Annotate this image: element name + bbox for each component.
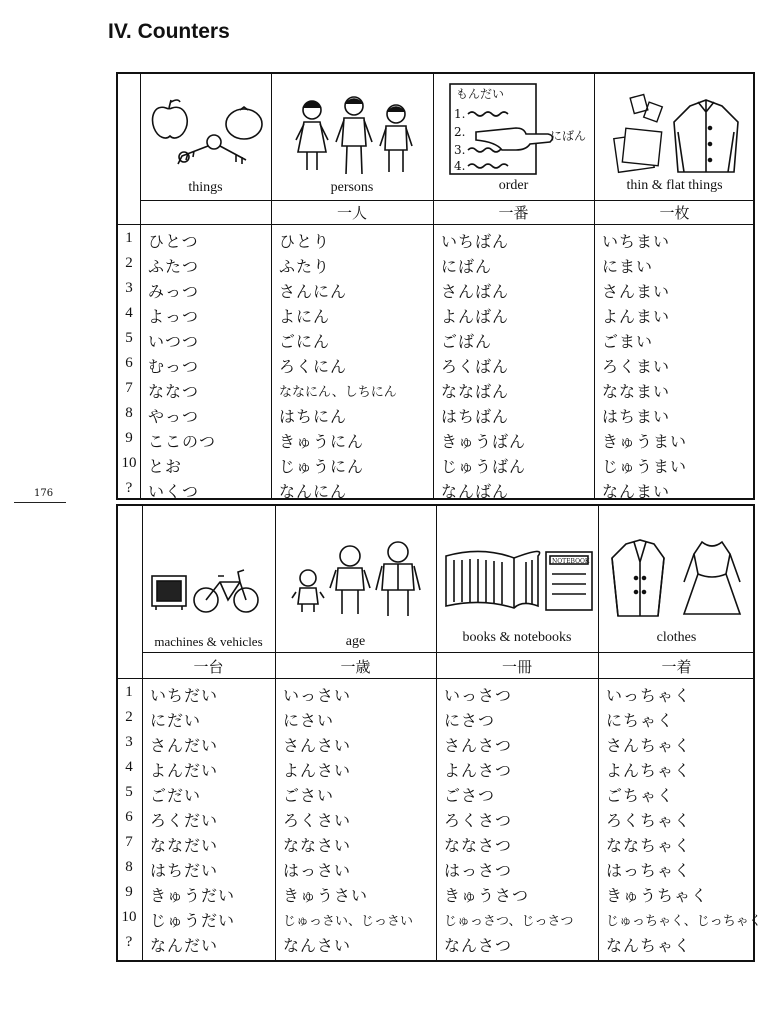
- table-cell: にさつ: [444, 711, 496, 730]
- table-cell: じゅっさい、じっさい: [283, 914, 414, 929]
- row-number: 10: [121, 455, 137, 471]
- table-cell: よんまい: [602, 307, 671, 326]
- row-number: 9: [125, 430, 133, 446]
- table-cell: ごにん: [279, 332, 331, 351]
- table-cell: さんだい: [150, 736, 219, 755]
- girl-icon: [296, 101, 328, 170]
- counter-thin-flat: 一枚: [659, 204, 690, 222]
- clothes-illustration: [608, 538, 748, 618]
- table-cell: きゅうばん: [441, 432, 527, 451]
- page-title: IV. Counters: [108, 20, 230, 43]
- notebook-icon: [546, 552, 592, 610]
- worksheet-item-1: 1.: [454, 107, 466, 121]
- table-cell: ななさつ: [444, 836, 513, 855]
- table-cell: ごだい: [150, 786, 202, 805]
- row-number: 10: [121, 909, 137, 925]
- counter-persons: 一人: [336, 204, 367, 222]
- table-cell: じゅっちゃく、じっちゃく: [606, 914, 762, 929]
- table-cell: ごちゃく: [606, 786, 675, 805]
- worksheet-item-2: 2.: [454, 125, 466, 139]
- row-number: 2: [125, 709, 133, 725]
- table-cell: ろくまい: [602, 357, 671, 376]
- table-cell: いつつ: [148, 332, 200, 351]
- old-man-icon: [376, 542, 420, 616]
- table-cell: いっさつ: [444, 686, 513, 705]
- row-number: 2: [125, 255, 133, 271]
- table-cell: ふたり: [279, 257, 331, 276]
- row-number: 3: [125, 280, 133, 296]
- table-cell: やっつ: [148, 407, 200, 426]
- table-cell: きゅうにん: [279, 432, 365, 451]
- row-number: 8: [125, 859, 133, 875]
- shirt-icon: [674, 100, 738, 172]
- apple-icon: [153, 100, 188, 138]
- bicycle-icon: [194, 570, 258, 612]
- table-cell: ななだい: [150, 836, 219, 855]
- table-cell: さんさつ: [444, 736, 513, 755]
- counters-table-top: [116, 72, 755, 500]
- table-cell: ななつ: [148, 382, 200, 401]
- row-number: 1: [125, 230, 133, 246]
- counters-table-bottom: [116, 504, 762, 962]
- table-cell: ろくちゃく: [606, 811, 692, 830]
- caption-thin-flat-things: thin & flat things: [626, 178, 723, 193]
- table-cell: ごまい: [602, 332, 654, 351]
- table-cell: はっさつ: [444, 861, 513, 880]
- niban-label: にばん: [550, 129, 587, 143]
- table-cell: ろくばん: [441, 357, 510, 376]
- coat-icon: [612, 540, 664, 616]
- table-cell: はっさい: [283, 861, 352, 880]
- table-cell: じゅうまい: [602, 457, 688, 476]
- table-cell: ろくにん: [279, 357, 348, 376]
- table-cell: ひとつ: [148, 232, 199, 251]
- pointing-hand-icon: [476, 128, 553, 150]
- table-cell: いちだい: [150, 686, 219, 705]
- caption-things: things: [188, 180, 223, 195]
- table-cell: ななにん、しちにん: [279, 385, 397, 400]
- table-cell: よっつ: [148, 307, 200, 326]
- open-book-icon: [446, 551, 540, 608]
- table-cell: はちばん: [441, 407, 510, 426]
- table-cell: よんさい: [283, 761, 352, 780]
- row-number: ?: [125, 934, 133, 950]
- table-cell: なんだい: [150, 936, 219, 955]
- books-illustration: [442, 544, 596, 616]
- orange-icon: [226, 107, 262, 139]
- keys-icon: [178, 135, 246, 164]
- table-cell: さんちゃく: [606, 736, 692, 755]
- table-cell: はちまい: [602, 407, 671, 426]
- caption-clothes: clothes: [656, 630, 697, 645]
- table-cell: なんまい: [602, 482, 671, 501]
- table-cell: にだい: [150, 711, 202, 730]
- table-cell: ろくさつ: [444, 811, 513, 830]
- machines-illustration: [148, 562, 268, 622]
- table-cell: よんさつ: [444, 761, 513, 780]
- table-cell: じゅうにん: [279, 457, 365, 476]
- counter-books: 一冊: [501, 658, 532, 676]
- row-number: ?: [125, 480, 133, 496]
- margin-rule: [14, 502, 66, 503]
- table-cell: はちにん: [279, 407, 348, 426]
- table-cell: ひとり: [279, 232, 331, 251]
- table-cell: にさい: [283, 711, 335, 730]
- table-cell: ななばん: [441, 382, 510, 401]
- worksheet-item-4: 4.: [454, 159, 466, 173]
- paper-sheets-icon: [614, 128, 662, 172]
- caption-persons: persons: [330, 180, 374, 195]
- table-cell: いちまい: [602, 232, 671, 251]
- table-cell: ごさい: [283, 786, 335, 805]
- thin-flat-illustration: [612, 92, 742, 182]
- counter-machines: 一台: [193, 658, 224, 676]
- notebook-label: NOTEBOOK: [552, 558, 590, 565]
- table-cell: よんだい: [150, 761, 219, 780]
- row-number: 8: [125, 405, 133, 421]
- table-cell: きゅうだい: [150, 886, 236, 905]
- table-cell: とお: [148, 457, 183, 476]
- table-cell: ここのつ: [148, 432, 217, 451]
- row-number: 9: [125, 884, 133, 900]
- table-cell: きゅうちゃく: [606, 886, 709, 905]
- table-cell: いちばん: [441, 232, 510, 251]
- table-cell: ごばん: [441, 332, 493, 351]
- table-cell: なんばん: [441, 482, 510, 501]
- table-cell: じゅうばん: [441, 457, 527, 476]
- dress-icon: [684, 542, 740, 614]
- table-cell: じゅうだい: [150, 911, 236, 930]
- table-cell: ななまい: [602, 382, 671, 401]
- counter-age: 一歳: [340, 658, 371, 676]
- table-cell: なんさつ: [444, 936, 513, 955]
- table-cell: さんばん: [441, 282, 510, 301]
- table-cell: ななさい: [283, 836, 352, 855]
- counter-order: 一番: [498, 204, 529, 222]
- persons-illustration: [290, 94, 420, 179]
- row-number: 6: [125, 809, 133, 825]
- table-cell: よにん: [279, 307, 331, 326]
- row-number: 7: [125, 380, 133, 396]
- toddler-icon: [292, 570, 324, 612]
- table-cell: みっつ: [148, 282, 200, 301]
- order-illustration: [446, 80, 596, 178]
- table-cell: なんにん: [279, 482, 348, 501]
- table-cell: よんばん: [441, 307, 510, 326]
- table-cell: きゅうさつ: [444, 886, 530, 905]
- table-cell: なんさい: [283, 936, 352, 955]
- table-cell: じゅっさつ、じっさつ: [444, 914, 574, 929]
- row-number: 5: [125, 784, 133, 800]
- caption-machines-vehicles: machines & vehicles: [154, 634, 263, 649]
- television-icon: [152, 576, 186, 610]
- table-cell: にまい: [602, 257, 654, 276]
- table-cell: なんちゃく: [606, 936, 692, 955]
- man-icon: [336, 97, 372, 174]
- schoolboy-icon: [330, 546, 370, 614]
- table-cell: さんまい: [602, 282, 671, 301]
- age-illustration: [288, 540, 428, 618]
- table-cell: にちゃく: [606, 711, 675, 730]
- row-number: 3: [125, 734, 133, 750]
- table-cell: ふたつ: [148, 257, 200, 276]
- table-cell: ろくさい: [283, 811, 352, 830]
- counter-clothes: 一着: [661, 658, 692, 676]
- caption-books-notebooks: books & notebooks: [462, 630, 572, 645]
- table-cell: きゅうさい: [283, 886, 369, 905]
- caption-order: order: [498, 178, 529, 193]
- table-cell: よんちゃく: [606, 761, 692, 780]
- table-cell: はちだい: [150, 861, 219, 880]
- boy-icon: [380, 105, 412, 172]
- table-cell: ごさつ: [444, 786, 496, 805]
- table-cell: さんにん: [279, 282, 348, 301]
- things-illustration: [148, 94, 268, 174]
- table-cell: いくつ: [148, 482, 200, 501]
- caption-age: age: [345, 634, 366, 649]
- row-number: 5: [125, 330, 133, 346]
- row-number: 4: [125, 759, 133, 775]
- table-cell: いっさい: [283, 686, 352, 705]
- row-number: 4: [125, 305, 133, 321]
- table-cell: むっつ: [148, 357, 200, 376]
- stamps-icon: [630, 94, 662, 121]
- page-number: 176: [34, 488, 54, 499]
- row-number: 1: [125, 684, 133, 700]
- table-cell: にばん: [441, 257, 493, 276]
- table-cell: きゅうまい: [602, 432, 688, 451]
- table-cell: ななちゃく: [606, 836, 692, 855]
- table-cell: さんさい: [283, 736, 352, 755]
- row-number: 6: [125, 355, 133, 371]
- table-cell: ろくだい: [150, 811, 219, 830]
- table-cell: はっちゃく: [606, 861, 692, 880]
- row-number: 7: [125, 834, 133, 850]
- table-cell: いっちゃく: [606, 686, 692, 705]
- worksheet-title: もんだい: [456, 87, 505, 101]
- worksheet-item-3: 3.: [454, 143, 466, 157]
